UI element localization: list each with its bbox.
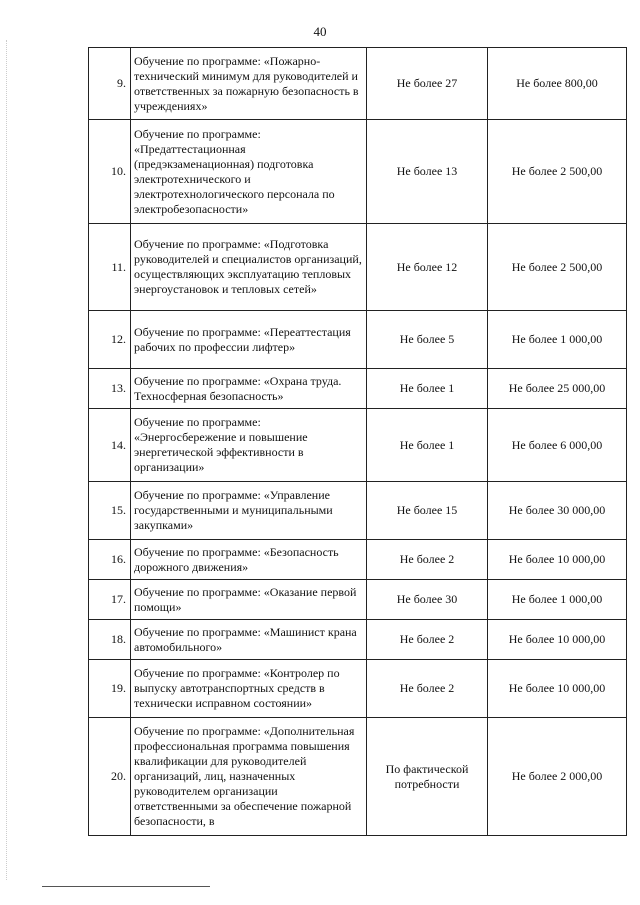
quantity-cell: По фактической потребности — [367, 718, 488, 836]
quantity-cell: Не более 5 — [367, 311, 488, 369]
cost-cell: Не более 10 000,00 — [488, 540, 627, 580]
table-row — [89, 48, 627, 120]
program-description: Обучение по программе: «Оказание первой помощи» — [131, 580, 367, 620]
program-description: Обучение по программе: «Охрана труда. Техносферная безопасность» — [131, 369, 367, 409]
program-description: Обучение по программе: «Энергосбережение и повышение энергетической эффективности в организации» — [131, 409, 367, 482]
table-row — [89, 718, 627, 836]
row-number: 10. — [89, 120, 131, 224]
table-row — [89, 482, 627, 540]
cost-cell: Не более 25 000,00 — [488, 369, 627, 409]
table-row — [89, 311, 627, 369]
row-number: 11. — [89, 224, 131, 311]
program-description: Обучение по программе: «Пожарно-технический минимум для руководителей и ответственных за пожарную безопасность в учреждениях» — [131, 48, 367, 120]
row-number: 9. — [89, 48, 131, 120]
table-row — [89, 409, 627, 482]
table-row — [89, 120, 627, 224]
quantity-cell: Не более 12 — [367, 224, 488, 311]
cost-cell: Не более 1 000,00 — [488, 580, 627, 620]
row-number: 19. — [89, 660, 131, 718]
program-description: Обучение по программе: «Переаттестация рабочих по профессии лифтер» — [131, 311, 367, 369]
services-table — [88, 47, 627, 836]
program-description: Обучение по программе: «Предаттестационная (предэкзаменационная) подготовка электротехнического и электротехнологического персонала по электробезопасности» — [131, 120, 367, 224]
cost-cell: Не более 1 000,00 — [488, 311, 627, 369]
row-number: 17. — [89, 580, 131, 620]
quantity-cell: Не более 2 — [367, 540, 488, 580]
quantity-cell: Не более 2 — [367, 660, 488, 718]
cost-cell: Не более 10 000,00 — [488, 620, 627, 660]
table-row — [89, 540, 627, 580]
table-row — [89, 369, 627, 409]
margin-scan-dots — [6, 40, 8, 880]
table-row — [89, 580, 627, 620]
cost-cell: Не более 2 500,00 — [488, 120, 627, 224]
program-description: Обучение по программе: «Дополнительная профессиональная программа повышения квалификации для руководителей организаций, лиц, назначенных руководителем организации ответственными за обеспечение пожарной безопасности, в — [131, 718, 367, 836]
quantity-cell: Не более 1 — [367, 409, 488, 482]
row-number: 18. — [89, 620, 131, 660]
program-description: Обучение по программе: «Машинист крана автомобильного» — [131, 620, 367, 660]
quantity-cell: Не более 15 — [367, 482, 488, 540]
cost-cell: Не более 2 000,00 — [488, 718, 627, 836]
table-row — [89, 620, 627, 660]
footnote-divider — [42, 886, 210, 887]
cost-cell: Не более 30 000,00 — [488, 482, 627, 540]
row-number: 14. — [89, 409, 131, 482]
cost-cell: Не более 2 500,00 — [488, 224, 627, 311]
quantity-cell: Не более 13 — [367, 120, 488, 224]
row-number: 12. — [89, 311, 131, 369]
row-number: 20. — [89, 718, 131, 836]
quantity-cell: Не более 2 — [367, 620, 488, 660]
quantity-cell: Не более 1 — [367, 369, 488, 409]
program-description: Обучение по программе: «Управление государственными и муниципальными закупками» — [131, 482, 367, 540]
cost-cell: Не более 10 000,00 — [488, 660, 627, 718]
quantity-cell: Не более 30 — [367, 580, 488, 620]
table-row — [89, 224, 627, 311]
cost-cell: Не более 6 000,00 — [488, 409, 627, 482]
cost-cell: Не более 800,00 — [488, 48, 627, 120]
row-number: 16. — [89, 540, 131, 580]
row-number: 13. — [89, 369, 131, 409]
quantity-cell: Не более 27 — [367, 48, 488, 120]
page-number: 40 — [313, 24, 327, 39]
program-description: Обучение по программе: «Контролер по выпуску автотранспортных средств в технически исправном состоянии» — [131, 660, 367, 718]
table-row — [89, 660, 627, 718]
program-description: Обучение по программе: «Безопасность дорожного движения» — [131, 540, 367, 580]
row-number: 15. — [89, 482, 131, 540]
program-description: Обучение по программе: «Подготовка руководителей и специалистов организаций, осуществляющих эксплуатацию тепловых энергоустановок и тепловых сетей» — [131, 224, 367, 311]
